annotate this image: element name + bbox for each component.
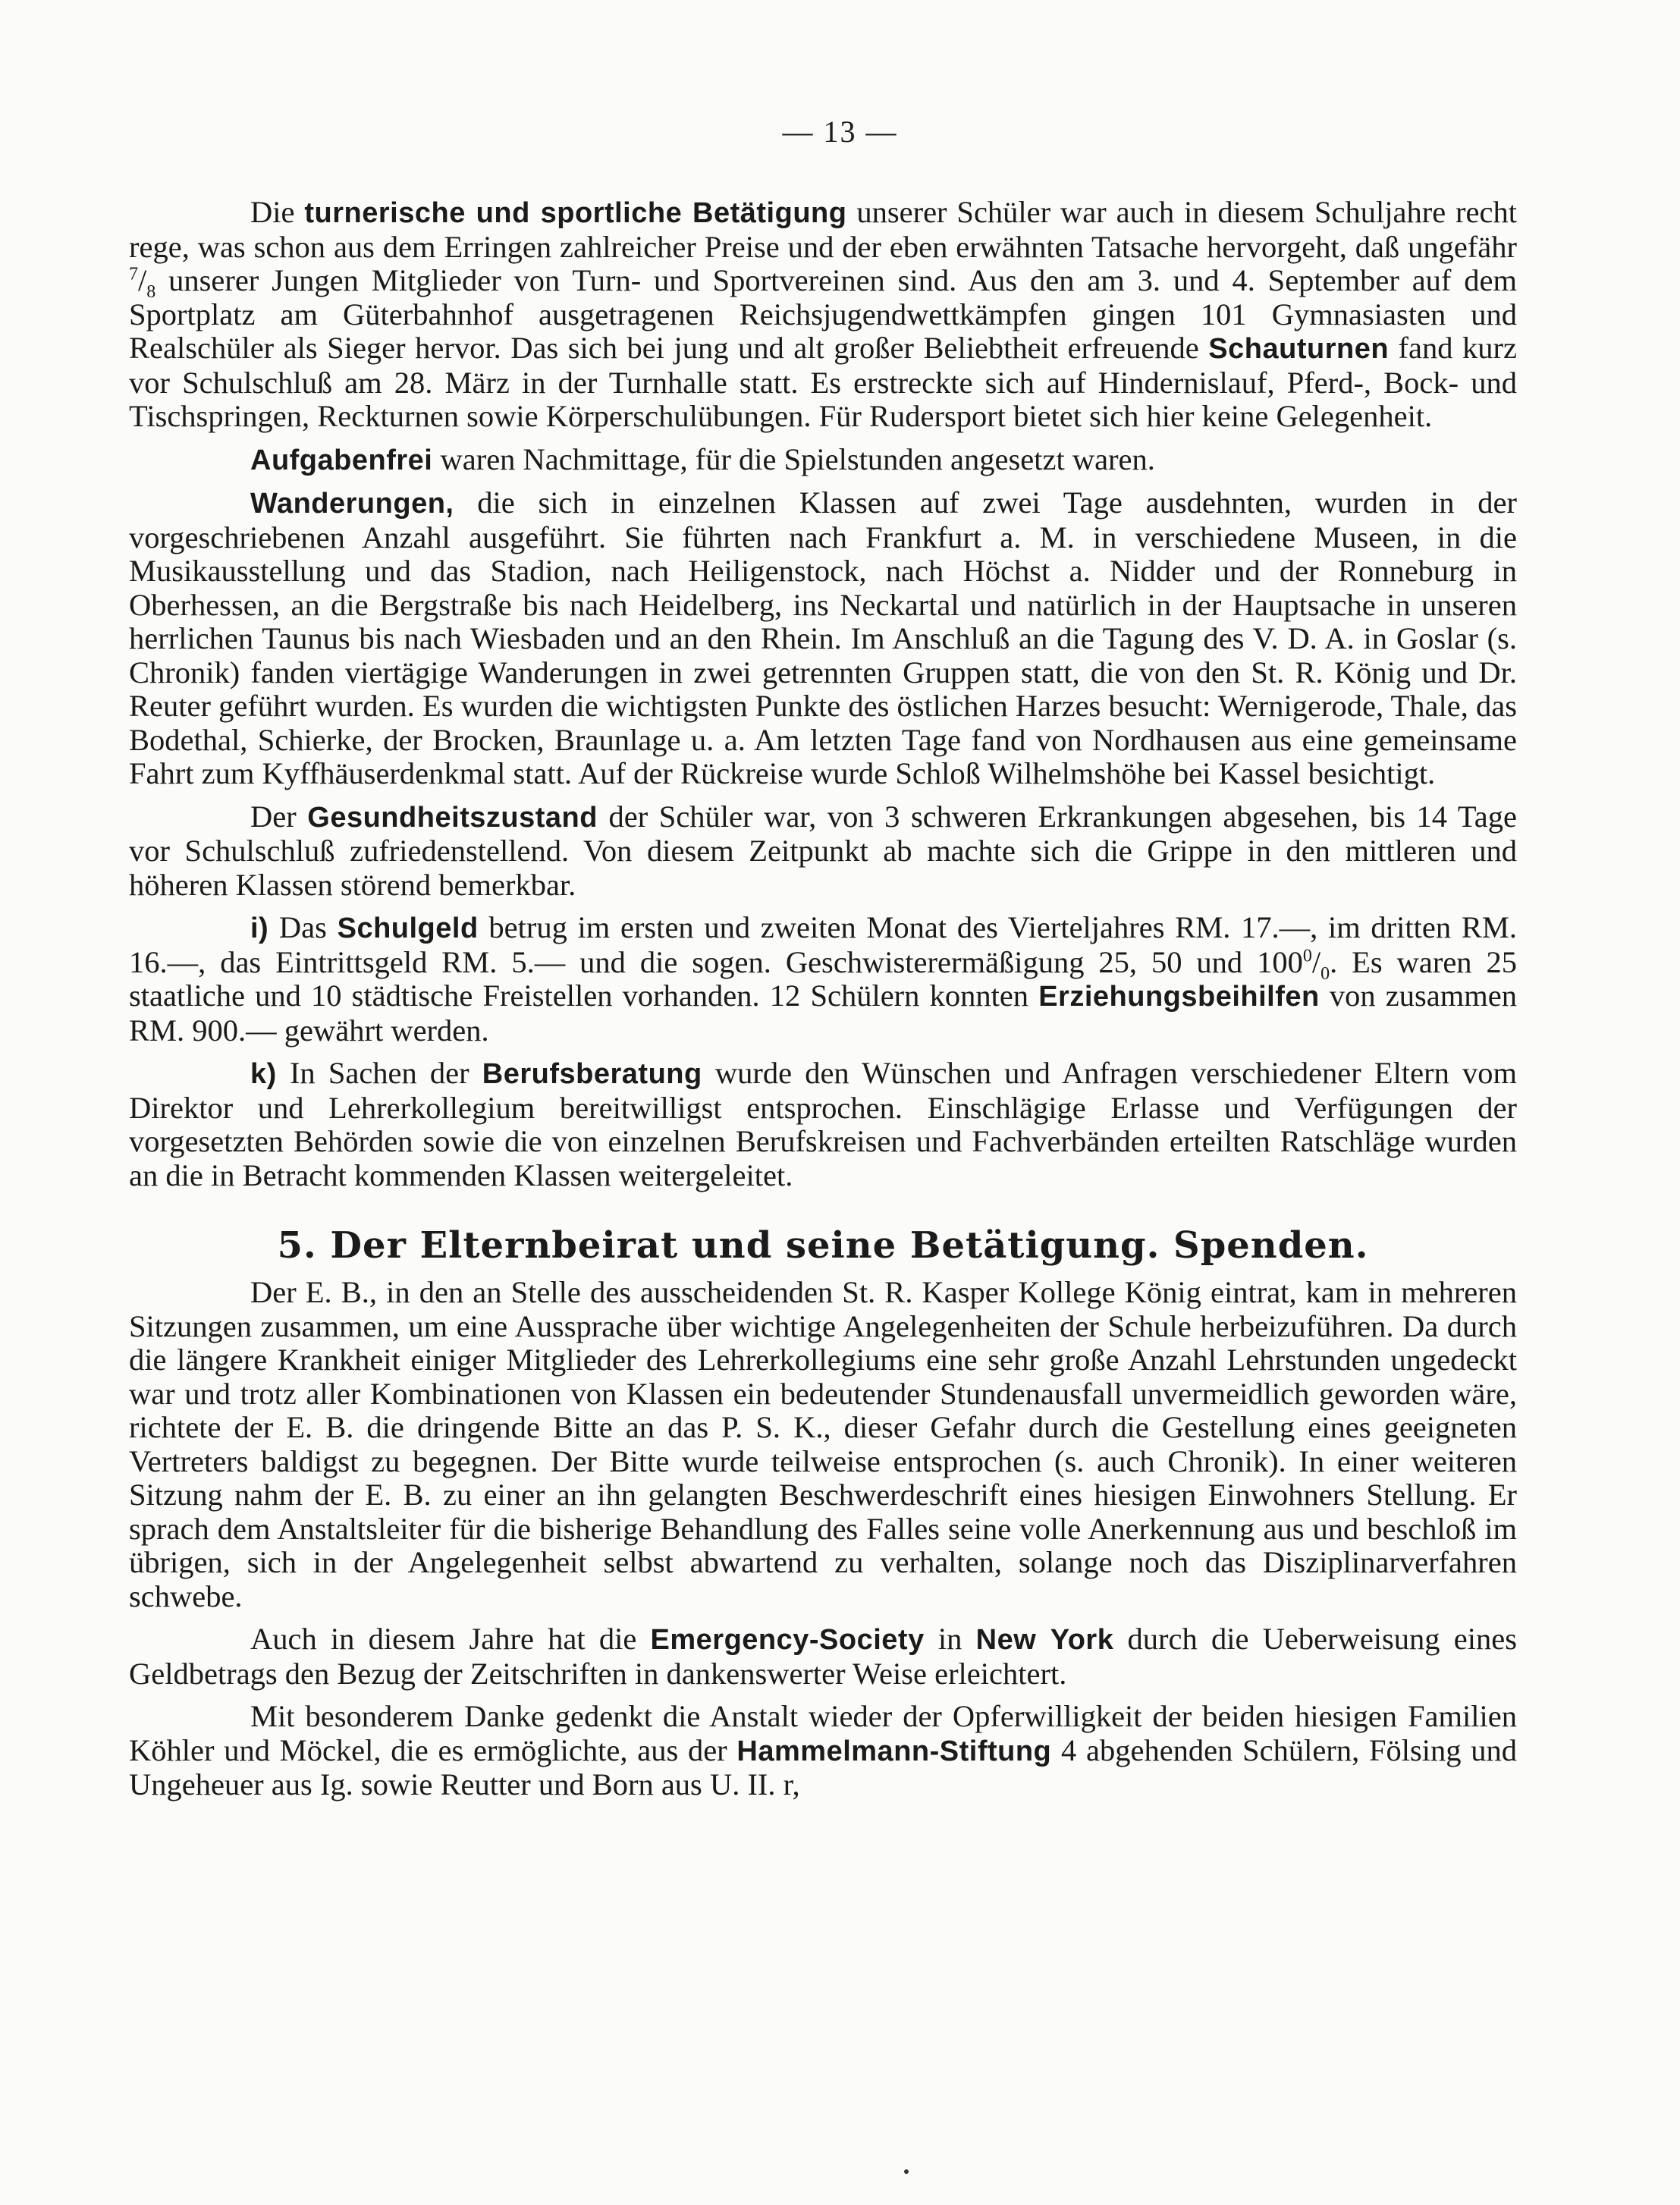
text-run: durch die Ueberweisung eines Geldbetrags den Bezug der Zeitschriften in dankenswerter Weise erleichtert. bbox=[129, 1622, 1517, 1691]
text-run: Mit besonderem Danke gedenkt die Anstalt wieder der Opferwilligkeit der beiden hiesigen Familien Köhler und Möckel, die es ermöglichte, aus der bbox=[129, 1699, 1517, 1767]
text-run: fand kurz vor Schulschluß am 28. März in der Turnhalle statt. Es erstreckte sich auf Hindernislauf, Pferd-, Bock- und Tischspringen, Reckturnen sowie Körperschulübungen. Für Rudersport bietet sich hier keine Gelegenheit. bbox=[129, 331, 1517, 433]
paragraph-career-advice bbox=[129, 1057, 1517, 1192]
superscript: 0 bbox=[1302, 946, 1312, 966]
paragraph-free-afternoons bbox=[129, 443, 1517, 478]
text-run: In Sachen der bbox=[276, 1056, 482, 1090]
emphasis-term: Schulgeld bbox=[337, 912, 479, 944]
text-run: 5. Der Elternbeirat und seine Betätigung. Spenden. bbox=[277, 1224, 1369, 1267]
emphasis-term: Schauturnen bbox=[1208, 333, 1390, 365]
emphasis-term: Wanderungen, bbox=[250, 488, 454, 520]
emphasis-term: Erziehungsbeihilfen bbox=[1038, 981, 1320, 1013]
subscript: 8 bbox=[146, 282, 156, 303]
text-run: unserer Jungen Mitglieder von Turn- und Sportvereinen sind. Aus den am 3. und 4. September auf dem Sportplatz am Güterbahnhof ausgetragenen Reichsjugendwettkämpfen gingen 101 Gymnasiasten und Realschüler als Sieger hervor. Das sich bei jung und alt großer Beliebtheit erfreuende bbox=[129, 263, 1517, 365]
section-heading bbox=[129, 1223, 1517, 1268]
paragraph-school-fees bbox=[129, 911, 1517, 1048]
emphasis-term: k) bbox=[250, 1058, 277, 1090]
text-run: Auch in diesem Jahre hat die bbox=[250, 1622, 651, 1656]
text-run: die sich in einzelnen Klassen auf zwei Tage ausdehnten, wurden in der vorgeschriebenen Anzahl ausgeführt. Sie führten nach Frankfurt a. M. in verschiedene Museen, in die Musikausstellung und das Stadion, nach Heiligenstock, nach Höchst a. Nidder und der Ronneburg in Oberhessen, an die Bergstraße bis nach Heidelberg, ins Neckartal und natürlich in der Hauptsache in unseren herrlichen Taunus bis nach Wiesbaden und an den Rhein. Im Anschluß an die Tagung des V. D. A. in Goslar (s. Chronik) fanden viertägige Wanderungen in zwei getrennten Gruppen statt, die von den St. R. König und Dr. Reuter geführt wurden. Es wurden die wichtigsten Punkte des östlichen Harzes besucht: Wernigerode, Thale, das Bodethal, Schierke, der Brocken, Braunlage u. a. Am letzten Tage fand von Nordhausen aus eine gemeinsame Fahrt zum Kyffhäuserdenkmal statt. Auf der Rückreise wurde Schloß Wilhelmshöhe bei Kassel besichtigt. bbox=[129, 485, 1517, 790]
text-run: Der E. B., in den an Stelle des ausscheidenden St. R. Kasper Kollege König eintrat, kam in mehreren Sitzungen zusammen, um eine Aussprache über wichtige Angelegenheiten der Schule herbeizuführen. Da durch die längere Krankheit einiger Mitglieder des Lehrerkollegiums eine sehr große Anzahl Lehrstunden ungedeckt war und trotz aller Kombinationen von Klassen ein bedeutender Stundenausfall unvermeidlich geworden wäre, richtete der E. B. die dringende Bitte an das P. S. K., dieser Gefahr durch die Gestellung eines geeigneten Vertreters baldigst zu begegnen. Der Bitte wurde teilweise entsprochen (s. auch Chronik). In einer weiteren Sitzung nahm der E. B. zu einer an ihn gelangten Beschwerdeschrift eines hiesigen Einwohners Stellung. Er sprach dem Anstaltsleiter für die bisherige Behandlung des Falles seine volle Anerkennung aus und beschloß im übrigen, sich in der Angelegenheit selbst abwartend zu verhalten, solange noch das Disziplinarverfahren schwebe. bbox=[129, 1275, 1517, 1613]
print-speck bbox=[904, 2169, 909, 2174]
emphasis-term: i) bbox=[250, 912, 269, 944]
emphasis-term: Emergency-Society bbox=[650, 1624, 925, 1656]
text-run: wurde den Wünschen und Anfragen verschiedener Eltern vom Direktor und Lehrerkollegium bereitwilligst entsprochen. Einschlägige Erlasse und Verfügungen der vorgesetzten Behörden sowie die von einzelnen Berufskreisen und Fachverbänden erteilten Ratschläge wurden an die in Betracht kommenden Klassen weitergeleitet. bbox=[129, 1056, 1518, 1192]
emphasis-term: Aufgabenfrei bbox=[250, 444, 433, 476]
text-run: in bbox=[924, 1622, 976, 1656]
paragraph-health bbox=[129, 800, 1517, 903]
text-run: 4 abgehenden Schülern, Fölsing und Ungeheuer aus Ig. sowie Reutter und Born aus U. II. r, bbox=[129, 1732, 1517, 1801]
paragraph-parents-council bbox=[129, 1276, 1517, 1613]
superscript: 7 bbox=[129, 264, 138, 284]
text-run: unserer Schüler war auch in diesem Schuljahre recht rege, was schon aus dem Erringen zahlreicher Preise und der eben erwähnten Tatsache hervorgeht, daß ungefähr bbox=[129, 195, 1517, 264]
text-run: / bbox=[1311, 944, 1321, 979]
page-number: — 13 — bbox=[782, 115, 898, 149]
text-run: / bbox=[138, 263, 147, 297]
paragraph-hammelmann-foundation bbox=[129, 1700, 1517, 1802]
emphasis-term: Gesundheitszustand bbox=[307, 801, 598, 834]
text-run: von zusammen RM. 900.— gewährt werden. bbox=[129, 978, 1517, 1048]
emphasis-term: New York bbox=[975, 1624, 1114, 1656]
text-run: Das bbox=[268, 910, 338, 944]
paragraph-hiking bbox=[129, 486, 1517, 791]
text-run: . Es waren 25 staatliche und 10 städtische Freistellen vorhanden. 12 Schülern konnten bbox=[129, 944, 1517, 1013]
emphasis-term: Hammelmann-Stiftung bbox=[736, 1735, 1052, 1767]
text-run: betrug im ersten und zweiten Monat des Vierteljahres RM. 17.—, im dritten RM. 16.—, das Eintrittsgeld RM. 5.— und die sogen. Geschwisterermäßigung 25, 50 und 100 bbox=[129, 910, 1517, 979]
subscript: 0 bbox=[1320, 963, 1330, 984]
body-text bbox=[129, 196, 1517, 1802]
paragraph-sports bbox=[129, 196, 1517, 434]
emphasis-term: turnerische und sportliche Betätigung bbox=[304, 197, 847, 229]
emphasis-term: Berufsberatung bbox=[482, 1058, 702, 1090]
text-run: waren Nachmittage, für die Spielstunden angesetzt waren. bbox=[432, 441, 1155, 476]
text-run: der Schüler war, von 3 schweren Erkrankungen abgesehen, bis 14 Tage vor Schulschluß zufriedenstellend. Von diesem Zeitpunkt ab machte sich die Grippe in den mittleren und höheren Klassen störend bemerkbar. bbox=[129, 799, 1517, 902]
paragraph-emergency-society bbox=[129, 1622, 1517, 1691]
text-run: Der bbox=[250, 799, 308, 834]
text-run: Die bbox=[250, 195, 305, 229]
